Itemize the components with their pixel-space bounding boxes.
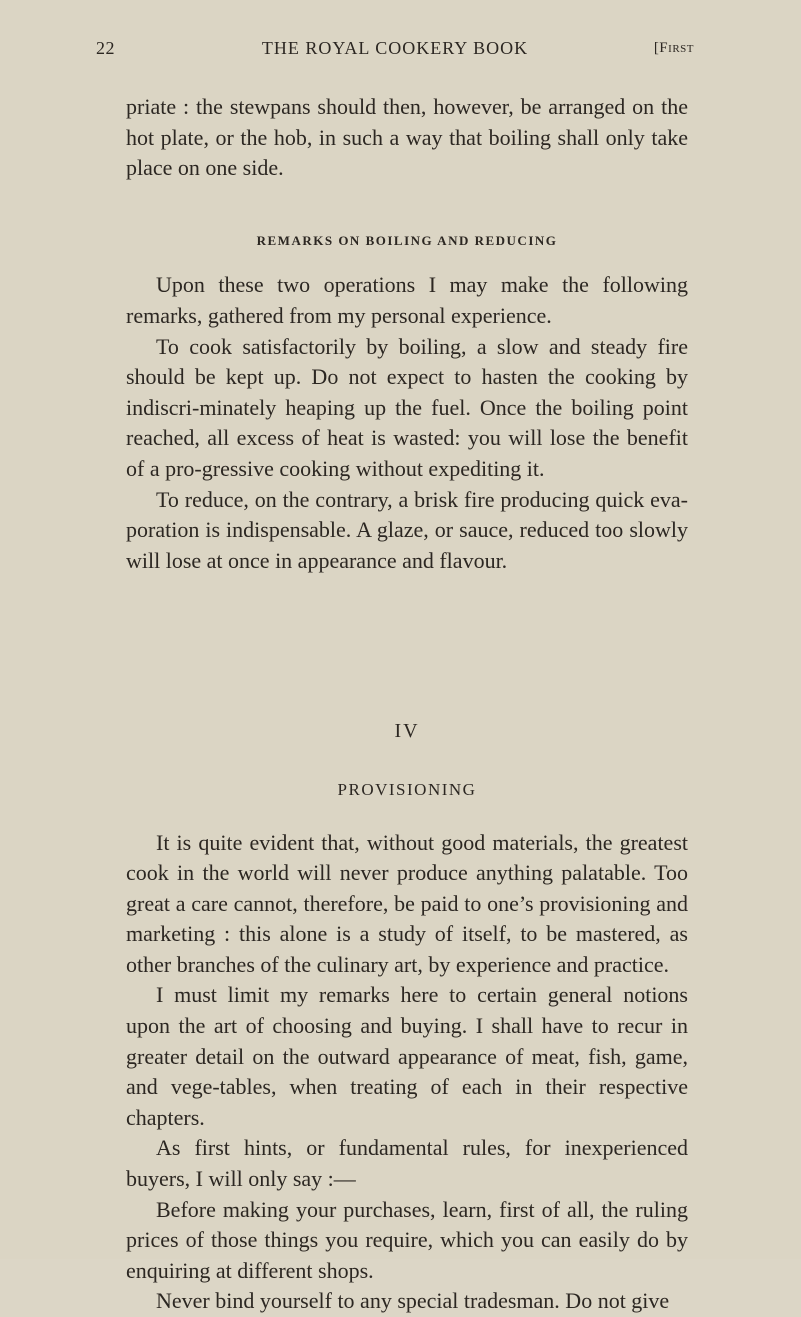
remarks-paragraph-2: To cook satisfactorily by boiling, a slow and steady fire should be kept up. Do not expect to hasten the cooking by indiscri-minately heaping up the fuel. Once the boiling point reached, all excess of heat is wasted: you will lose the benefit of a pro-gressive cooking without expediting it. xyxy=(126,333,688,481)
chapter-paragraph-2: I must limit my remarks here to certain general notions upon the art of choosing and buying. I shall have to recur in greater detail on the outward appearance of meat, fish, game, and vege-tables, when treating of each in their respective chapters. xyxy=(126,982,688,1130)
chapter-number: IV xyxy=(394,720,420,743)
chapter-paragraph-4: Before making your purchases, learn, first of all, the ruling prices of those things you require, which you can easily do by enquiring at different shops. xyxy=(126,1196,688,1283)
remarks-paragraph-3: To reduce, on the contrary, a brisk fire producing quick eva-poration is indispensable. A glaze, or sauce, reduced too slowly will lose at once in appearance and flavour. xyxy=(126,486,688,573)
book-title: THE ROYAL COOKERY BOOK xyxy=(261,38,529,58)
page-body xyxy=(126,92,688,1317)
chapter-paragraph-3: As first hints, or fundamental rules, for inexperienced buyers, I will only say :— xyxy=(126,1135,688,1192)
chapter-paragraph-5: Never bind yourself to any special tradesman. Do not give xyxy=(156,1288,670,1314)
opening-paragraph: priate : the stewpans should then, however, be arranged on the hot plate, or the hob, in such a way that boiling shall only take place on one side. xyxy=(126,94,688,181)
page-number: 22 xyxy=(96,38,115,58)
remarks-heading: REMARKS ON BOILING AND REDUCING xyxy=(256,232,558,248)
chapter-title: PROVISIONING xyxy=(337,779,477,799)
chapter-paragraph-1: It is quite evident that, without good materials, the greatest cook in the world will never produce anything palatable. Too great a care cannot, therefore, be paid to one’s provisioning and marketing : this alone is a study of itself, to be mastered, as other branches of the culinary art, by experience and practice. xyxy=(126,829,688,977)
section-label: [First xyxy=(653,40,694,56)
remarks-paragraph-1: Upon these two operations I may make the following remarks, gathered from my personal experience. xyxy=(126,272,688,328)
running-head xyxy=(96,38,694,68)
